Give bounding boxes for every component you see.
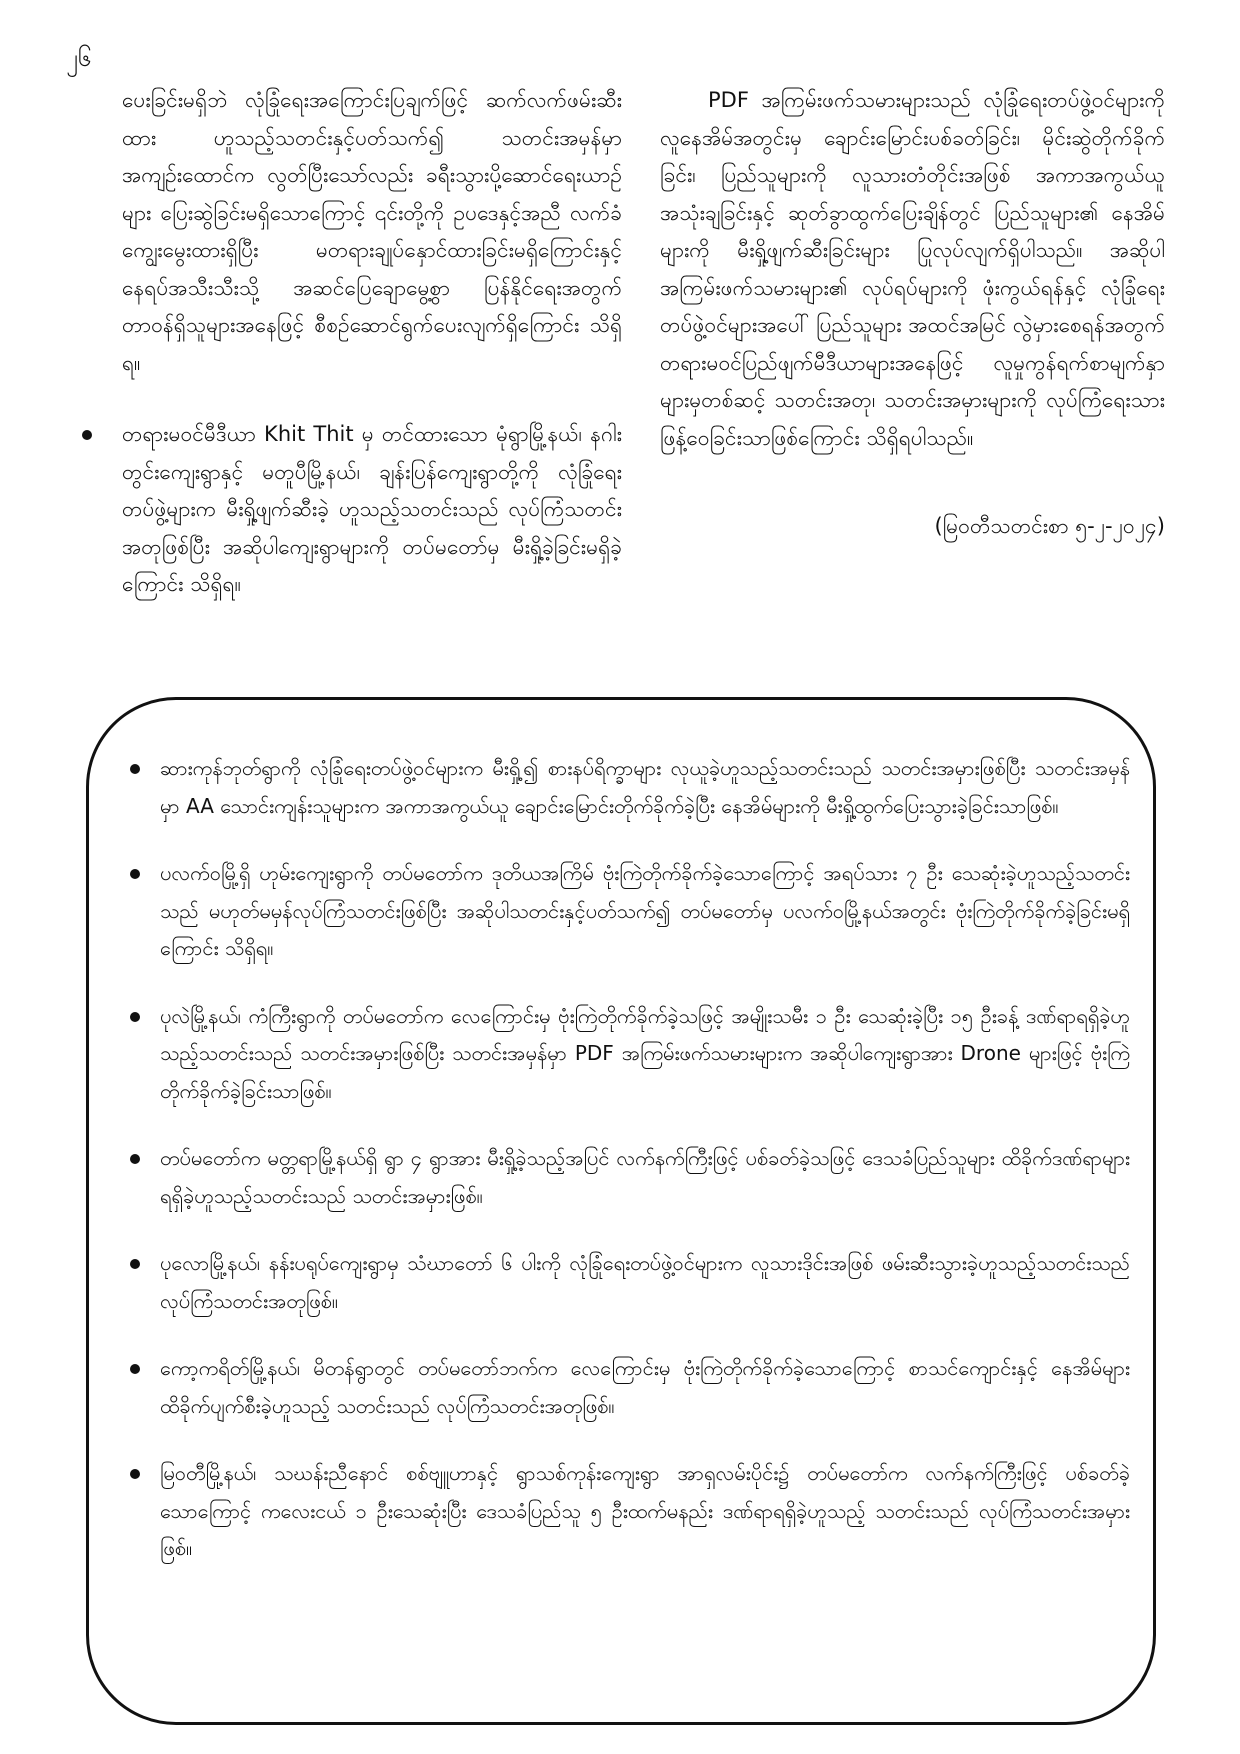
bullet-icon (130, 1259, 140, 1269)
box-list-item (160, 1140, 1130, 1215)
left-bullet-paragraph: တရားမဝင်မီဒီယာ Khit Thit မှ တင်ထားသော မုံရွာမြို့နယ်၊ နဂါးတွင်းကျေးရွာနှင့် မတူပီမြို့နယ်၊ ချန်းပြန်ကျေးရွာတို့ကို လုံခြုံရေးတပ်ဖွဲ့များက မီးရှို့ဖျက်ဆီးခဲ့ ဟူသည့်သတင်းသည် လုပ်ကြံသတင်းအတုဖြစ်ပြီး အဆိုပါကျေးရွာများကို တပ်မတော်မှ မီးရှို့ခဲ့ခြင်းမရှိခဲ့ကြောင်း သိရှိရ။ (122, 422, 622, 596)
bullet-icon (130, 1012, 140, 1022)
box-item-text: မြဝတီမြို့နယ်၊ သဃန်းညီနောင် စစ်ဗျူဟာနှင့် ရွာသစ်ကုန်းကျေးရွာ အာရှလမ်းပိုင်း၌ တပ်မတော်က လက်နက်ကြီးဖြင့် ပစ်ခတ်ခဲ့သောကြောင့် ကလေးငယ် ၁ ဦးသေဆုံးပြီး ဒေသခံပြည်သူ ၅ ဦးထက်မနည်း ဒဏ်ရာရရှိခဲ့ဟူသည့် သတင်းသည် လုပ်ကြံသတင်းအမှားဖြစ်။ (160, 1461, 1130, 1560)
box-list-item (160, 750, 1130, 825)
page-number: ၂၆ (66, 44, 92, 72)
box-item-text: ဆားကုန်ဘုတ်ရွာကို လုံခြုံရေးတပ်ဖွဲ့ဝင်များက မီးရှို့၍ စားနပ်ရိက္ခာများ လုယူခဲ့ဟူသည့်သတင်းသည် သတင်းအမှားဖြစ်ပြီး သတင်းအမှန်မှာ AA သောင်းကျန်းသူများက အကာအကွယ်ယူ ချောင်းမြောင်းတိုက်ခိုက်ခဲ့ပြီး နေအိမ်များကို မီးရှို့ထွက်ပြေးသွားခဲ့ခြင်းသာဖြစ်။ (160, 756, 1130, 818)
box-item-text: ပုလဲမြို့နယ်၊ ကံကြီးရွာကို တပ်မတော်က လေကြောင်းမှ ဗုံးကြဲတိုက်ခိုက်ခဲ့သဖြင့် အမျိုးသမီး ၁ ဦး သေဆုံးခဲ့ပြီး ၁၅ ဦးခန့် ဒဏ်ရာရရှိခဲ့ဟူသည့်သတင်းသည် သတင်းအမှားဖြစ်ပြီး သတင်းအမှန်မှာ PDF အကြမ်းဖက်သမားများက အဆိုပါကျေးရွာအား Drone များဖြင့် ဗုံးကြဲတိုက်ခိုက်ခဲ့ခြင်းသာဖြစ်။ (160, 1003, 1130, 1103)
box-list-item (160, 1455, 1130, 1568)
box-item-text: ကော့ကရိတ်မြို့နယ်၊ မိတန်ရွာတွင် တပ်မတော်ဘက်က လေကြောင်းမှ ဗုံးကြဲတိုက်ခိုက်ခဲ့သောကြောင့် စာသင်ကျောင်းနှင့် နေအိမ်များ ထိခိုက်ပျက်စီးခဲ့ဟူသည့် သတင်းသည် လုပ်ကြံသတင်းအတုဖြစ်။ (160, 1356, 1130, 1418)
bullet-icon (130, 1364, 140, 1374)
box-item-text: တပ်မတော်က မတ္တရာမြို့နယ်ရှိ ရွာ ၄ ရွာအား မီးရှို့ခဲ့သည့်အပြင် လက်နက်ကြီးဖြင့် ပစ်ခတ်ခဲ့သဖြင့် ဒေသခံပြည်သူများ ထိခိုက်ဒဏ်ရာများရရှိခဲ့ဟူသည့်သတင်းသည် သတင်းအမှားဖြစ်။ (160, 1146, 1130, 1208)
bullet-icon (130, 764, 140, 774)
box-list-item (160, 855, 1130, 968)
box-item-text: ပလက်ဝမြို့ရှိ ဟုမ်းကျေးရွာကို တပ်မတော်က ဒုတိယအကြိမ် ဗုံးကြဲတိုက်ခိုက်ခဲ့သောကြောင့် အရပ်သား ၇ ဦး သေဆုံးခဲ့ဟူသည့်သတင်းသည် မဟုတ်မမှန်လုပ်ကြံသတင်းဖြစ်ပြီး အဆိုပါသတင်းနှင့်ပတ်သက်၍ တပ်မတော်မှ ပလက်ဝမြို့နယ်အတွင်း ဗုံးကြဲတိုက်ခိုက်ခဲ့ခြင်းမရှိကြောင်း သိရှိရ။ (160, 861, 1130, 960)
bullet-icon (82, 430, 92, 440)
bullet-icon (130, 869, 140, 879)
box-item-text: ပုလောမြို့နယ်၊ နန်းပရုပ်ကျေးရွာမှ သံဃာတော် ၆ ပါးကို လုံခြုံရေးတပ်ဖွဲ့ဝင်များက လူသားဒိုင်းအဖြစ် ဖမ်းဆီးသွားခဲ့ဟူသည့်သတင်းသည် လုပ်ကြံသတင်းအတုဖြစ်။ (160, 1251, 1130, 1313)
left-continued-paragraph: ပေးခြင်းမရှိဘဲ လုံခြုံရေးအကြောင်းပြချက်ဖြင့် ဆက်လက်ဖမ်းဆီးထား ဟူသည့်သတင်းနှင့်ပတ်သက်၍ သတင်းအမှန်မှာ အကျဉ်းထောင်က လွတ်ပြီးသော်လည်း ခရီးသွားပို့ဆောင်ရေးယာဉ်များ ပြေးဆွဲခြင်းမရှိသောကြောင့် ၎င်းတို့ကို ဥပဒေနှင့်အညီ လက်ခံကျွေးမွေးထားရှိပြီး မတရားချုပ်နှောင်ထားခြင်းမရှိကြောင်းနှင့် နေရပ်အသီးသီးသို့ အဆင်ပြေချောမွေ့စွာ ပြန်နိုင်ရေးအတွက် တာဝန်ရှိသူများအနေဖြင့် စီစဉ်ဆောင်ရွက်ပေးလျက်ရှိကြောင်း သိရှိရ။ (122, 88, 622, 375)
left-bullet-item (122, 416, 622, 604)
right-paragraph: PDF အကြမ်းဖက်သမားများသည် လုံခြုံရေးတပ်ဖွဲ့ဝင်များကို လူနေအိမ်အတွင်းမှ ချောင်းမြောင်းပစ်ခတ်ခြင်း၊ မိုင်းဆွဲတိုက်ခိုက်ခြင်း၊ ပြည်သူများကို လူသားတံတိုင်းအဖြစ် အကာအကွယ်ယူအသုံးချခြင်းနှင့် ဆုတ်ခွာထွက်ပြေးချိန်တွင် ပြည်သူများ၏ နေအိမ်များကို မီးရှို့ဖျက်ဆီးခြင်းများ ပြုလုပ်လျက်ရှိပါသည်။ အဆိုပါအကြမ်းဖက်သမားများ၏ လုပ်ရပ်များကို ဖုံးကွယ်ရန်နှင့် လုံခြုံရေးတပ်ဖွဲ့ဝင်များအပေါ် ပြည်သူများ အထင်အမြင် လွဲမှားစေရန်အတွက် တရားမဝင်ပြည်ဖျက်မီဒီယာများအနေဖြင့် လူမှုကွန်ရက်စာမျက်နှာများမှတစ်ဆင့် သတင်းအတု၊ သတင်းအမှားများကို လုပ်ကြံရေးသားဖြန့်ဝေခြင်းသာဖြစ်ကြောင်း သိရှိရပါသည်။ (660, 88, 1165, 450)
bullet-icon (130, 1469, 140, 1479)
box-list-item (160, 1245, 1130, 1320)
bullet-icon (130, 1154, 140, 1164)
box-list-item (160, 1350, 1130, 1425)
right-column (660, 82, 1165, 544)
box-list-item (160, 998, 1130, 1111)
box-bullet-list (160, 750, 1130, 1598)
left-column (122, 82, 622, 604)
source-citation: (မြဝတီသတင်းစာ ၅-၂-၂၀၂၄) (934, 514, 1165, 538)
